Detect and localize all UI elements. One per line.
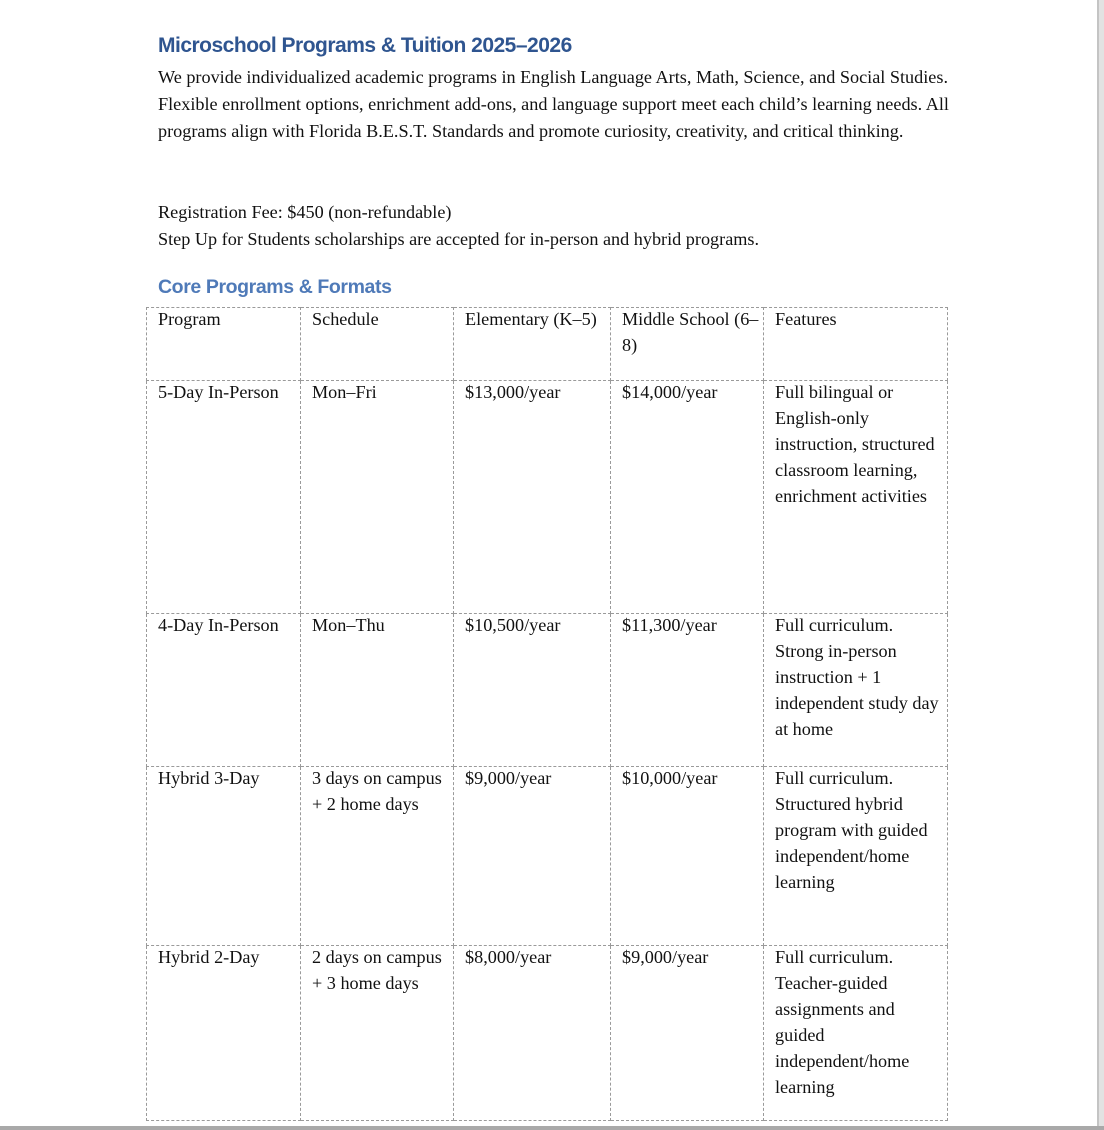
cell-features: Full curriculum. Strong in-person instruction + 1 independent study day at home (764, 614, 948, 767)
table-row (147, 614, 948, 767)
cell-schedule: 3 days on campus + 2 home days (301, 767, 454, 946)
table-row (147, 946, 948, 1121)
cell-elementary: $13,000/year (454, 381, 611, 614)
vertical-scrollbar[interactable] (1097, 0, 1104, 1130)
table-row (147, 767, 948, 946)
cell-elementary: $8,000/year (454, 946, 611, 1121)
cell-features: Full bilingual or English-only instruction, structured classroom learning, enrichment activities (764, 381, 948, 614)
cell-features: Full curriculum. Structured hybrid program with guided independent/home learning (764, 767, 948, 946)
cell-middle: $14,000/year (611, 381, 764, 614)
table-row (147, 381, 948, 614)
programs-table (146, 307, 948, 1121)
cell-program: Hybrid 3-Day (147, 767, 301, 946)
registration-fee: Registration Fee: $450 (non-refundable) (158, 202, 452, 222)
cell-schedule: Mon–Thu (301, 614, 454, 767)
header-program: Program (147, 308, 301, 381)
cell-elementary: $9,000/year (454, 767, 611, 946)
header-schedule: Schedule (301, 308, 454, 381)
header-middle-school: Middle School (6–8) (611, 308, 764, 381)
page-bottom-edge (0, 1126, 1104, 1130)
cell-program: Hybrid 2-Day (147, 946, 301, 1121)
document-title: Microschool Programs & Tuition 2025–2026 (158, 34, 572, 57)
section-heading: Core Programs & Formats (158, 276, 392, 298)
table-header-row (147, 308, 948, 381)
scholarship-note: Step Up for Students scholarships are accepted for in-person and hybrid programs. (158, 229, 760, 249)
cell-middle: $11,300/year (611, 614, 764, 767)
cell-elementary: $10,500/year (454, 614, 611, 767)
intro-paragraph: We provide individualized academic programs in English Language Arts, Math, Science, and Social Studies. Flexible enrollment options, enrichment add-ons, and language support meet each child’s learning needs. All programs align with Florida B.E.S.T. Standards and promote curiosity, creativity, and critical thinking. (158, 67, 949, 141)
cell-program: 5-Day In-Person (147, 381, 301, 614)
cell-middle: $9,000/year (611, 946, 764, 1121)
header-features: Features (764, 308, 948, 381)
fee-block (158, 199, 759, 253)
cell-schedule: 2 days on campus + 3 home days (301, 946, 454, 1121)
header-elementary: Elementary (K–5) (454, 308, 611, 381)
cell-program: 4-Day In-Person (147, 614, 301, 767)
cell-middle: $10,000/year (611, 767, 764, 946)
cell-features: Full curriculum. Teacher-guided assignments and guided independent/home learning (764, 946, 948, 1121)
cell-schedule: Mon–Fri (301, 381, 454, 614)
